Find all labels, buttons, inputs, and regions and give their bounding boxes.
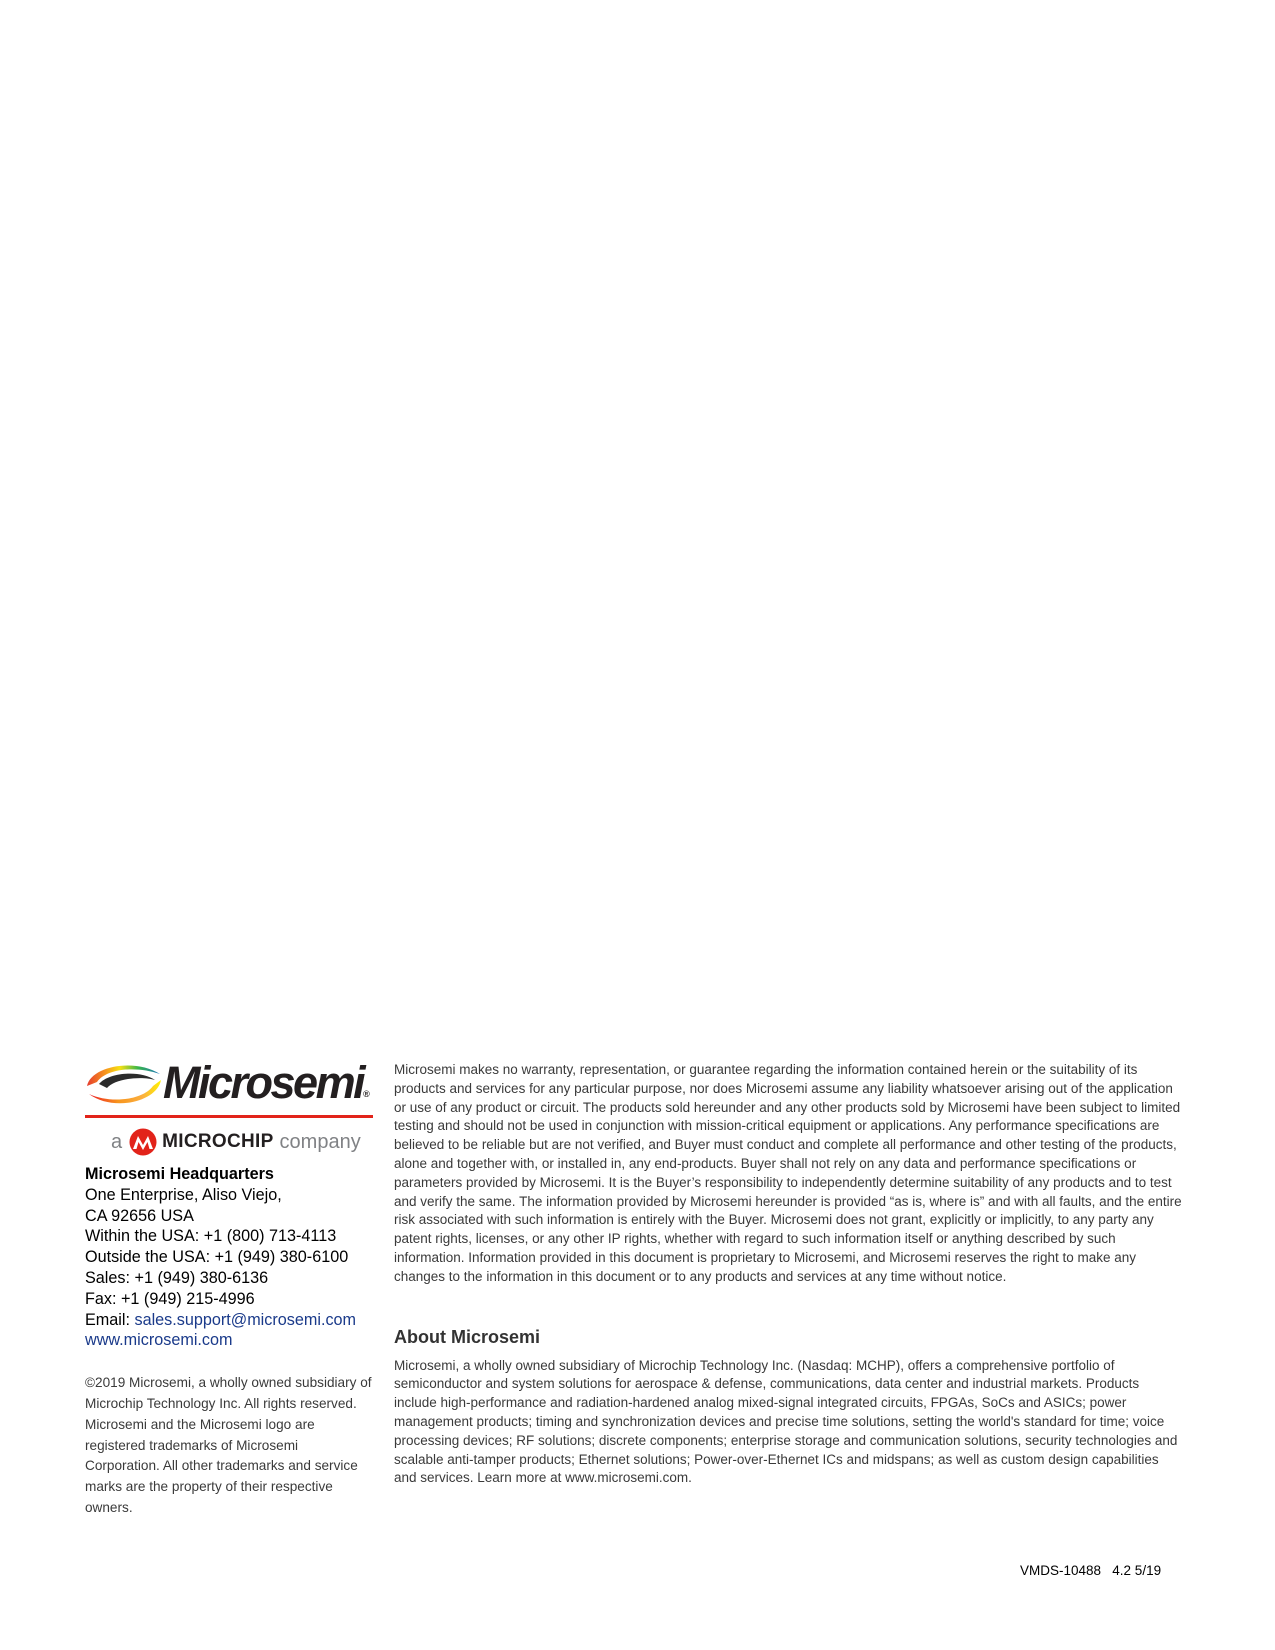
registered-mark: ® <box>363 1089 370 1099</box>
email-label: Email: <box>85 1310 135 1329</box>
tagline-prefix: a <box>111 1130 123 1153</box>
email-line <box>85 1310 375 1331</box>
about-text: Microsemi, a wholly owned subsidiary of Microchip Technology Inc. (Nasdaq: MCHP), offers a comprehensive portfolio of semiconductor and system solutions for aerospace & defense, communications, data center and industrial markets. Products include high-performance and radiation-hardened analog mixed-signal integrated circuits, FPGAs, SoCs and ASICs; power management products; timing and synchronization devices and precise time solutions, setting the world's standard for time; voice processing devices; RF solutions; discrete components; enterprise storage and communication solutions, security technologies and scalable anti-tamper products; Ethernet solutions; Power-over-Ethernet ICs and midspans; as well as custom design capabilities and services. Learn more at www.microsemi.com. <box>394 1357 1178 1486</box>
phone-outside-usa: Outside the USA: +1 (949) 380-6100 <box>85 1248 349 1267</box>
phone-sales: Sales: +1 (949) 380-6136 <box>85 1268 269 1287</box>
website-link[interactable]: www.microsemi.com <box>85 1331 233 1350</box>
microchip-logo-icon <box>128 1128 158 1156</box>
microsemi-wordmark: Microsemi® <box>163 1057 370 1108</box>
document-id: VMDS-10488 4.2 5/19 <box>1020 1563 1162 1578</box>
fax-number: Fax: +1 (949) 215-4996 <box>85 1289 255 1308</box>
address-line-2: CA 92656 USA <box>85 1206 194 1225</box>
phone-within-usa: Within the USA: +1 (800) 713-4113 <box>85 1227 337 1246</box>
tagline-brand: MICROCHIP <box>162 1131 274 1152</box>
legal-column <box>394 1061 1184 1488</box>
microsemi-logo <box>85 1058 373 1158</box>
about-heading: About Microsemi <box>394 1326 541 1347</box>
disclaimer-text: Microsemi makes no warranty, representation, or guarantee regarding the information contained herein or the suitability of its products and services for any particular purpose, nor does Microsemi assume any liability whatsoever arising out of the application or use of any product or circuit. The products sold hereunder and any other products sold by Microsemi have been subject to limited testing and should not be used in conjunction with mission-critical equipment or applications. Any performance specifications are believed to be reliable but are not verified, and Buyer must conduct and complete all performance and other testing of the products, alone and together with, or installed in, any end-products. Buyer shall not rely on any data and performance specifications or parameters provided by Microsemi. It is the Buyer’s responsibility to independently determine suitability of any products and to test and verify the same. The information provided by Microsemi hereunder is provided “as is, where is” and with all faults, and the entire risk associated with such information is entirely with the Buyer. Microsemi does not grant, explicitly or implicitly, to any party any patent rights, licenses, or any other IP rights, whether with regard to such information itself or anything described by such information. Information provided in this document is proprietary to Microsemi, and Microsemi reserves the right to make any changes to the information in this document or to any products and services at any time without notice. <box>394 1062 1182 1284</box>
copyright-notice: ©2019 Microsemi, a wholly owned subsidiary of Microchip Technology Inc. All rights reserved. Microsemi and the Microsemi logo are registered trademarks of Microsemi Corporation. All other trademarks and service marks are the property of their respective owners. <box>85 1375 372 1515</box>
headquarters-title: Microsemi Headquarters <box>85 1165 274 1183</box>
microchip-tagline <box>111 1128 361 1156</box>
contact-column <box>85 1058 375 1519</box>
microsemi-swirl-icon <box>85 1060 163 1110</box>
email-link[interactable]: sales.support@microsemi.com <box>134 1310 357 1329</box>
address-line-1: One Enterprise, Aliso Viejo, <box>85 1185 282 1204</box>
tagline-suffix: company <box>279 1130 361 1153</box>
logo-divider <box>85 1115 373 1118</box>
headquarters-info <box>85 1164 375 1351</box>
